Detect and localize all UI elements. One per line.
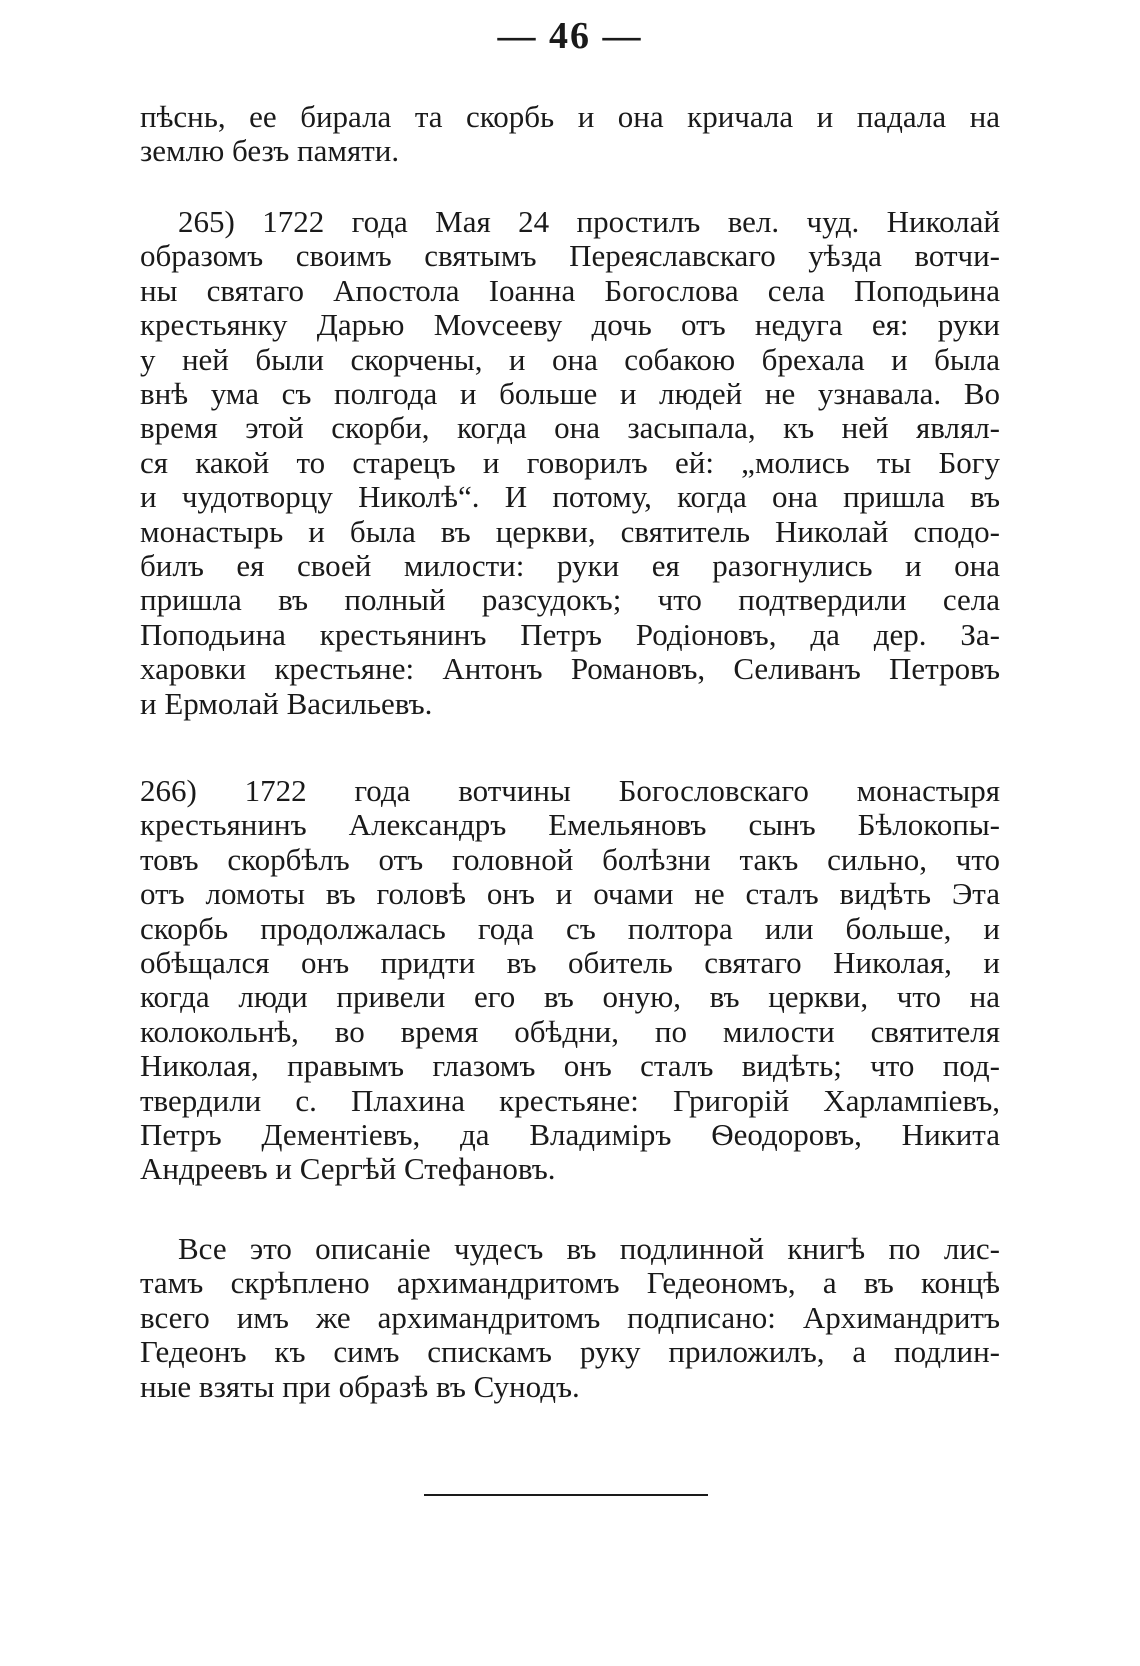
text-line: колокольнѣ, во время обѣдни, по милости святителя bbox=[140, 1013, 1000, 1049]
text-line: твердили с. Плахина крестьяне: Григорій Харлампіевъ, bbox=[140, 1082, 1000, 1118]
text-line: 265) 1722 года Мая 24 простилъ вел. чуд. Николай bbox=[178, 204, 1000, 239]
text-line: Все это описаніе чудесъ въ подлинной книгѣ по лис- bbox=[178, 1231, 1000, 1266]
text-line: монастырь и была въ церкви, святитель Николай сподо- bbox=[140, 513, 1000, 549]
text-line: время этой скорби, когда она засыпала, къ ней являл- bbox=[140, 410, 1000, 446]
text-line: внѣ ума съ полгода и больше и людей не узнавала. Во bbox=[140, 376, 1000, 412]
text-line: крестьянинъ Александръ Емельяновъ сынъ Бѣлокопы- bbox=[140, 807, 1000, 843]
text-line: Петръ Дементіевъ, да Владиміръ Ѳеодоровъ, Никита bbox=[140, 1117, 1000, 1153]
paragraph-entry-265 bbox=[140, 205, 1000, 721]
text-line: скорбь продолжалась года съ полтора или больше, и bbox=[140, 910, 1000, 946]
text-line: пришла въ полный разсудокъ; что подтвердили села bbox=[140, 582, 1000, 618]
text-line: и Ермолай Васильевъ. bbox=[140, 685, 433, 721]
text-line: харовки крестьяне: Антонъ Романовъ, Селиванъ Петровъ bbox=[140, 651, 1000, 687]
paragraph-continuation bbox=[140, 100, 1000, 169]
text-line: Поподьина крестьянинъ Петръ Родіоновъ, да дер. За- bbox=[140, 616, 1000, 652]
text-line: землю безъ памяти. bbox=[140, 133, 400, 169]
text-line: у ней были скорчены, и она собакою брехала и была bbox=[140, 341, 1000, 377]
text-line: обѣщался онъ придти въ обитель святаго Николая, и bbox=[140, 945, 1000, 981]
text-line: товъ скорбѣлъ отъ головной болѣзни такъ сильно, что bbox=[140, 841, 1000, 877]
text-line: отъ ломоты въ головѣ онъ и очами не сталъ видѣть Эта bbox=[140, 876, 1000, 912]
page-number: — 46 — bbox=[497, 15, 643, 57]
section-end-rule bbox=[424, 1494, 708, 1496]
text-line: пѣснь, ее бирала та скорбь и она кричала и падала на bbox=[140, 99, 1000, 134]
text-line: образомъ своимъ святымъ Переяславскаго уѣзда вотчи- bbox=[140, 238, 1000, 274]
text-line: Гедеонъ къ симъ спискамъ руку приложилъ, а подлин- bbox=[140, 1334, 1000, 1370]
text-line: крестьянку Дарью Моvсееву дочь отъ недуга ея: руки bbox=[140, 307, 1000, 343]
text-line: и чудотворцу Николѣ“. И потому, когда она пришла въ bbox=[140, 479, 1000, 515]
text-line: ся какой то старецъ и говорилъ ей: „молись ты Богу bbox=[140, 444, 1000, 480]
text-line: Николая, правымъ глазомъ онъ сталъ видѣть; что под- bbox=[140, 1048, 1000, 1084]
paragraph-entry-266 bbox=[140, 774, 1000, 1187]
paragraph-closing bbox=[140, 1232, 1000, 1404]
text-line: тамъ скрѣплено архимандритомъ Гедеономъ, а въ концѣ bbox=[140, 1265, 1000, 1301]
text-line: ные взяты при образѣ въ Сунодъ. bbox=[140, 1368, 580, 1404]
text-line: 266) 1722 года вотчины Богословскаго монастыря bbox=[140, 773, 1000, 808]
text-line: Андреевъ и Сергѣй Стефановъ. bbox=[140, 1151, 556, 1187]
text-line: ны святаго Апостола Іоанна Богослова села Поподьина bbox=[140, 272, 1000, 308]
text-line: всего имъ же архимандритомъ подписано: Архимандритъ bbox=[140, 1299, 1000, 1335]
text-line: когда люди привели его въ оную, въ церкви, что на bbox=[140, 979, 1000, 1015]
text-line: билъ ея своей милости: руки ея разогнулись и она bbox=[140, 548, 1000, 584]
